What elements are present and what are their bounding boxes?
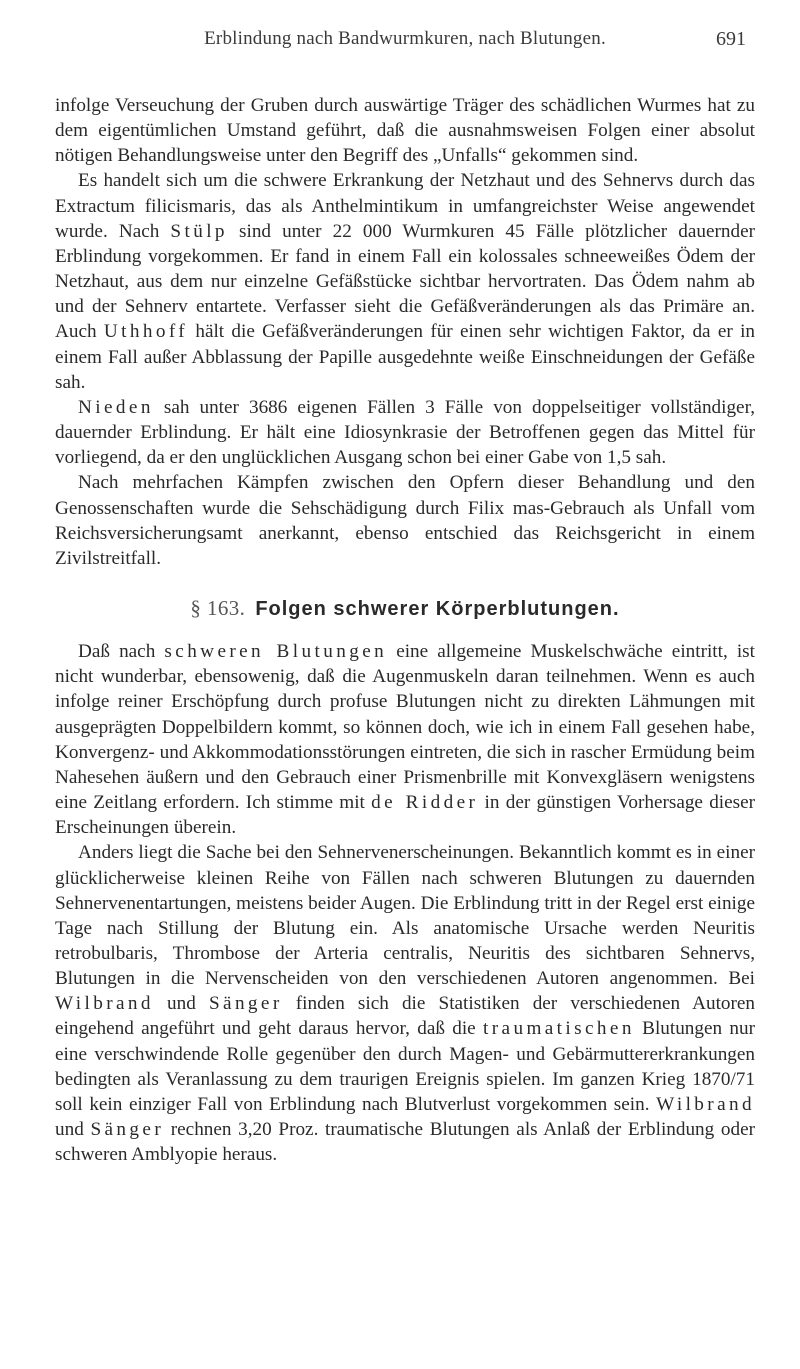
paragraph <box>55 395 755 470</box>
text-run: und <box>153 993 209 1015</box>
author-name: Wilbrand <box>55 993 154 1015</box>
text-run: Es handelt sich um die schwere Erkrankung der Netzhaut und des Sehnervs durch das Extractum filicismaris, das als Anthelmintikum in umfangreichster Weise angewendet wurde. Nach <box>55 170 755 242</box>
section-heading <box>55 596 755 622</box>
text-run: in der günstigen Vorhersage dieser Erscheinungen überein. <box>55 792 756 839</box>
text-run: rechnen 3,20 Proz. traumatische Blutungen als Anlaß der Erblindung oder schweren Amblyopie heraus. <box>55 1119 755 1166</box>
author-name: Sänger <box>208 993 283 1015</box>
text-run: Anders liegt die Sache bei den Sehnervenerscheinungen. Bekanntlich kommt es in einer glücklicherweise kleinen Reihe von Fällen nach schweren Blutungen zu dauernden Sehnervenentartungen, meistens beider Augen. Die Erblindung tritt in der Regel erst einige Tage nach Stillung der Blutung ein. Als anatomische Ursache werden Neuritis retrobulbaris, Thrombose der Arteria centralis, Neuritis des sichtbaren Sehnervs, Blutungen in die Nervenscheiden von den verschiedenen Autoren angenommen. Bei <box>55 842 755 990</box>
author-name: de Ridder <box>371 792 479 814</box>
section-number: § 163. <box>190 595 246 620</box>
text-run: und <box>55 1119 91 1141</box>
author-name: Uthhoff <box>103 321 189 343</box>
text-run: eine allgemeine Muskelschwäche eintritt, ist nicht wunderbar, ebensowenig, daß die Augenmuskeln daran teilnehmen. Wenn es auch infolge reiner Erschöpfung durch profuse Blutungen nicht zu direkten Lähmungen mit ausgeprägten Doppelbildern kommt, so können doch, wie ich in einem Fall gesehen habe, Konvergenz- und Akkommodationsstörungen eintreten, die sich in rascher Ermüdung beim Nahesehen äußern und den Gebrauch einer Prismenbrille mit Konvexgläsern wenigstens eine Zeitlang erfordern. Ich stimme mit <box>55 641 755 814</box>
paragraph <box>55 93 755 168</box>
paragraph <box>55 168 755 394</box>
text-run: infolge Verseuchung der Gruben durch auswärtige Träger des schädlichen Wurmes hat zu dem eigentümlichen Umstand geführt, daß die ausnahmsweisen Folgen einer absolut nötigen Behandlungsweise unter den Begriff des „Unfalls“ gekommen sind. <box>55 95 755 167</box>
text-run: sah unter 3686 eigenen Fällen 3 Fälle von doppelseitiger vollständiger, dauernder Erblindung. Er hält eine Idiosynkrasie der Betroffenen gegen das Mittel für vorliegend, da er den unglücklichen Ausgang schon bei einer Gabe von 1,5 sah. <box>55 396 755 469</box>
text-run: Daß nach <box>78 641 165 663</box>
emphasized-term: traumatischen <box>483 1018 635 1040</box>
text-run: Blutungen nur eine verschwindende Rolle gegenüber den durch Magen- und Gebärmuttererkrankungen bedingten als Veranlassung zu dem traurigen Ereignis spielen. Im ganzen Krieg 1870/71 soll kein einziger Fall von Erblindung nach Blutverlust vorgekommen sein. <box>55 1018 755 1115</box>
author-name: Nieden <box>78 396 154 418</box>
text-run: finden sich die Statistiken der verschiedenen Autoren eingehend angeführt und geht daraus hervor, daß die <box>55 993 756 1040</box>
text-run: Nach mehrfachen Kämpfen zwischen den Opfern dieser Behandlung und den Genossenschaften wurde die Sehschädigung durch Filix mas-Gebrauch als Unfall vom Reichsversicherungsamt anerkannt, ebenso entschied das Reichsgericht in einem Zivilstreitfall. <box>55 472 755 569</box>
text-run: sind unter 22 000 Wurmkuren 45 Fälle plötzlicher dauernder Erblindung vorgekommen. Er fand in einem Fall ein kolossales schneeweißes Ödem der Netzhaut, aus dem nur einzelne Gefäßstücke sichtbar hervortraten. Das Ödem nahm ab und der Sehnerv entartete. Verfasser sieht die Gefäßveränderungen als das Primäre an. Auch <box>55 220 755 343</box>
paragraph <box>55 470 755 571</box>
page-number: 691 <box>716 28 746 50</box>
body-text <box>55 93 755 1167</box>
author-name: Sänger <box>90 1119 165 1141</box>
paragraph <box>55 639 755 840</box>
author-name: Wilbrand <box>656 1093 755 1115</box>
text-run: hält die Gefäßveränderungen für einen sehr wichtigen Faktor, da er in einem Fall außer Abblassung der Papille ausgedehnte weiße Einschneidungen der Gefäße sah. <box>55 321 755 393</box>
author-name: Stülp <box>170 220 228 242</box>
paragraph <box>55 840 755 1167</box>
running-head: Erblindung nach Bandwurmkuren, nach Blutungen. <box>204 28 606 49</box>
section-title: Folgen schwerer Körperblutungen. <box>255 597 620 620</box>
emphasized-term: schweren Blutungen <box>164 641 388 663</box>
